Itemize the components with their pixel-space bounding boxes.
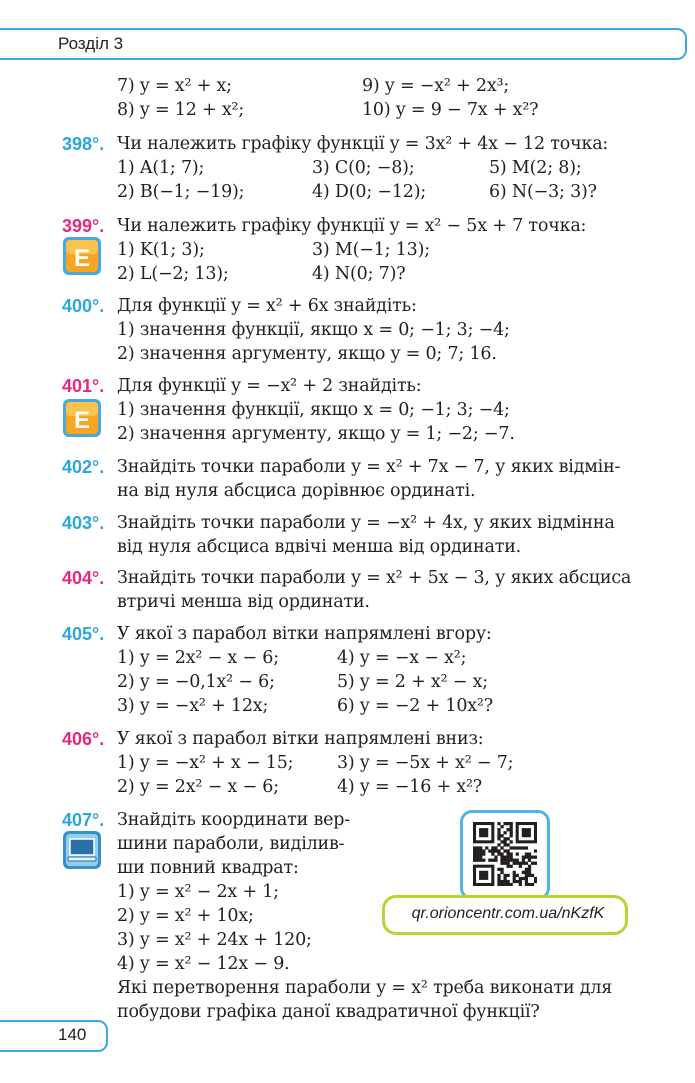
exercise-text-line: 1) значення функції, якщо x = 0; −1; 3; −4;	[117, 320, 510, 340]
exercise-text-line: 3) y = −x² + 12x;	[117, 696, 269, 716]
exercise-text-line: 6) N(−3; 3)?	[489, 182, 597, 202]
exercise-text-line: 1) значення функції, якщо x = 0; −1; 3; −4;	[117, 400, 510, 420]
exercise-text-line: на від нуля абсциса дорівнює ординаті.	[117, 481, 476, 501]
exercise-text-line: 1) y = x² − 2x + 1;	[117, 882, 279, 902]
exercise-number: 398°.	[62, 134, 105, 154]
svg-text:E: E	[73, 245, 91, 272]
exercise-text-line: 2) y = 2x² − x − 6;	[117, 777, 279, 797]
exercise-text-line: Знайдіть точки параболи y = x² + 7x − 7, у яких відмін-	[117, 457, 621, 477]
exercise-text-line: 1) K(1; 3);	[117, 240, 205, 260]
exercise-text-line: 2) B(−1; −19);	[117, 182, 245, 202]
page-number-frame	[0, 1020, 108, 1052]
exercise-text-line: 2) L(−2; 13);	[117, 264, 229, 284]
exercise-text-line: ши повний квадрат:	[117, 858, 299, 878]
svg-text:E: E	[73, 407, 91, 434]
exercise-number: 402°.	[62, 457, 105, 477]
e-level-icon	[62, 236, 102, 276]
exercise-text-line: 3) M(−1; 13);	[312, 240, 430, 260]
exercise-text-line: Знайдіть точки параболи y = −x² + 4x, у яких відмінна	[117, 513, 615, 533]
exercise-text-line: шини параболи, виділив-	[117, 834, 345, 854]
exercise-number: 400°.	[62, 296, 105, 316]
exercise-text-line: втричі менша від ординати.	[117, 592, 370, 612]
exercise-text-line: 2) y = −0,1x² − 6;	[117, 672, 275, 692]
exercise-text-line: Знайдіть точки параболи y = x² + 5x − 3, у яких абсциса	[117, 568, 632, 588]
exercise-text-line: 3) y = x² + 24x + 120;	[117, 930, 312, 950]
exercise-text-line: 4) y = −x − x²;	[337, 648, 467, 668]
exercise-text-line: Для функції y = −x² + 2 знайдіть:	[117, 376, 422, 396]
exercise-number: 405°.	[62, 624, 105, 644]
exercise-text-line: 6) y = −2 + 10x²?	[337, 696, 493, 716]
exercise-text-line: 2) y = x² + 10x;	[117, 906, 254, 926]
exercise-text-line: 1) A(1; 7);	[117, 158, 205, 178]
exercise-text-line: У якої з парабол вітки напрямлені вниз:	[117, 729, 484, 749]
exercise-text-line: 10) y = 9 − 7x + x²?	[362, 100, 539, 120]
exercise-text-line: 8) y = 12 + x²;	[117, 100, 245, 120]
exercise-number: 401°.	[62, 376, 105, 396]
exercise-text-line: Чи належить графіку функції y = 3x² + 4x − 12 точка:	[117, 134, 609, 154]
exercise-text-line: 5) y = 2 + x² − x;	[337, 672, 488, 692]
page-number: 140	[58, 1025, 87, 1044]
exercise-text-line: 4) y = −16 + x²?	[337, 777, 482, 797]
exercise-number: 407°.	[62, 810, 105, 830]
exercise-number: 406°.	[62, 729, 105, 749]
section-title: Розділ 3	[58, 34, 124, 53]
computer-icon	[62, 830, 102, 870]
exercise-text-line: 1) y = 2x² − x − 6;	[117, 648, 279, 668]
exercise-text-line: 9) y = −x² + 2x³;	[362, 76, 510, 96]
exercise-text-line: У якої з парабол вітки напрямлені вгору:	[117, 624, 492, 644]
exercise-text-line: Для функції y = x² + 6x знайдіть:	[117, 296, 417, 316]
exercise-text-line: 7) y = x² + x;	[117, 76, 232, 96]
exercise-text-line: 3) y = −5x + x² − 7;	[337, 753, 514, 773]
exercise-text-line: 4) N(0; 7)?	[312, 264, 406, 284]
exercise-text-line: 4) y = x² − 12x − 9.	[117, 954, 290, 974]
exercise-number: 404°.	[62, 568, 105, 588]
qr-link[interactable]: qr.orioncentr.com.ua/nKzfK	[411, 905, 605, 922]
exercise-text-line: Які перетворення параболи y = x² треба виконати для	[117, 978, 613, 998]
e-level-icon	[62, 398, 102, 438]
exercise-text-line: побудови графіка даної квадратичної функції?	[117, 1002, 540, 1022]
exercise-text-line: 2) значення аргументу, якщо y = 1; −2; −7.	[117, 424, 515, 444]
exercise-text-line: 2) значення аргументу, якщо y = 0; 7; 16.	[117, 344, 497, 364]
exercise-text-line: 1) y = −x² + x − 15;	[117, 753, 294, 773]
exercise-text-line: Знайдіть координати вер-	[117, 810, 350, 830]
exercise-number: 399°.	[62, 216, 105, 236]
exercise-text-line: 3) C(0; −8);	[312, 158, 415, 178]
exercise-text-line: Чи належить графіку функції y = x² − 5x + 7 точка:	[117, 216, 587, 236]
exercise-number: 403°.	[62, 513, 105, 533]
exercise-text-line: 5) M(2; 8);	[489, 158, 582, 178]
qr-code-icon[interactable]	[473, 822, 537, 886]
exercise-text-line: 4) D(0; −12);	[312, 182, 427, 202]
exercise-text-line: від нуля абсциса вдвічі менша від ординати.	[117, 537, 522, 557]
